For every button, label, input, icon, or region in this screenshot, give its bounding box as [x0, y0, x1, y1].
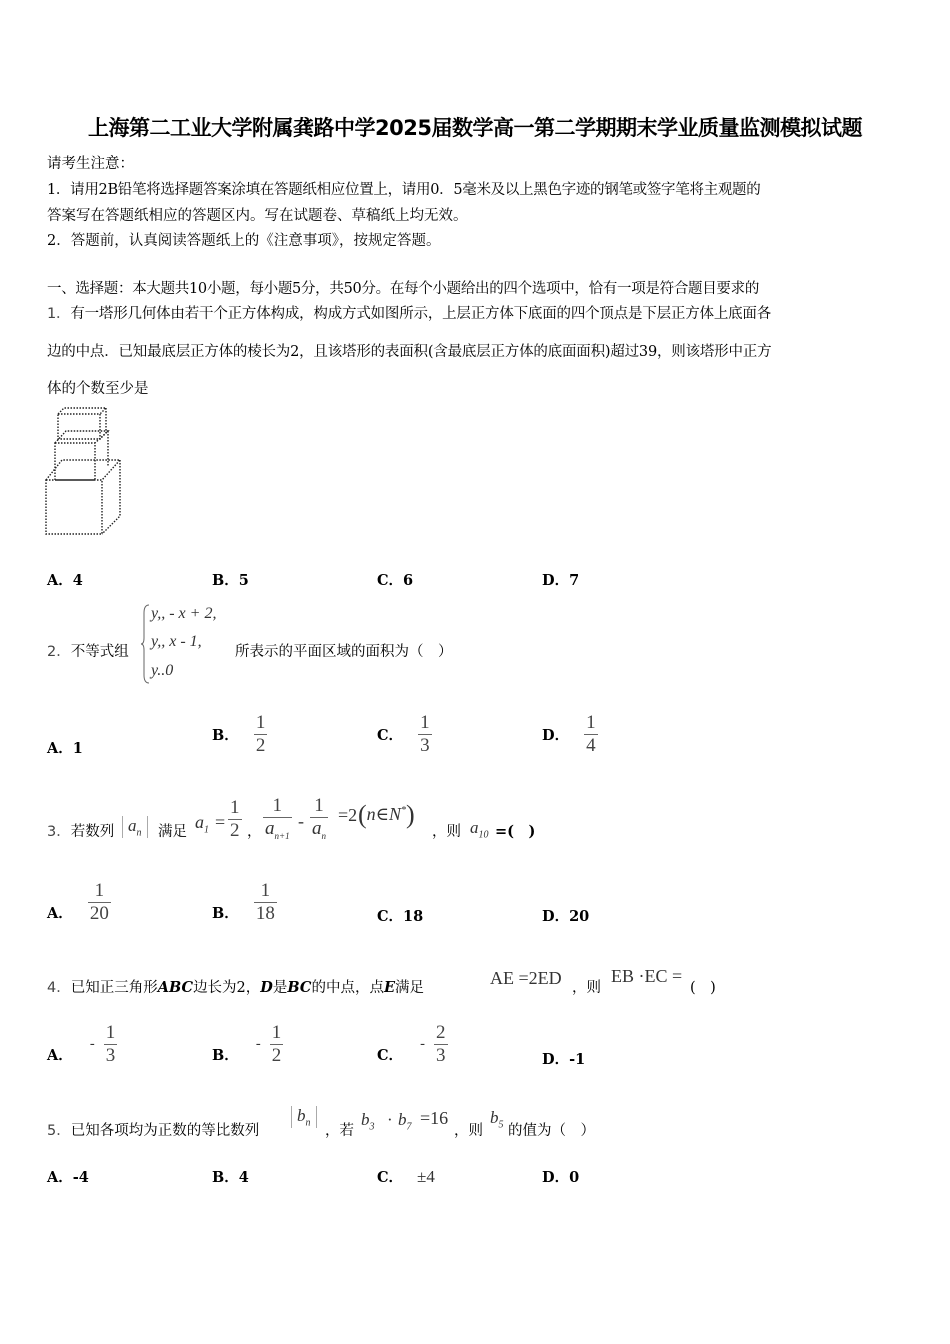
- q4-option-a-label: A．: [47, 1047, 73, 1064]
- q3-rec-den-2-sub: n: [321, 830, 326, 841]
- q2-option-a[interactable]: A．1: [47, 740, 83, 757]
- q2-option-d-fraction: [584, 712, 598, 757]
- q3-seq-letter: a: [128, 816, 137, 835]
- q4-a-den: 3: [105, 1045, 116, 1066]
- q5-b3-sub: 3: [369, 1121, 375, 1133]
- q4-d: D: [260, 979, 273, 996]
- q3-recurrence-term-1: [263, 795, 292, 847]
- q1-line-3: 体的个数至少是: [47, 381, 149, 397]
- q4-option-a-fraction: [104, 1022, 118, 1067]
- q5-dot: ·: [387, 1110, 393, 1129]
- q3-comma: ，: [247, 824, 262, 840]
- q1-number: 1．: [47, 306, 71, 322]
- q3-option-d[interactable]: D．20: [542, 908, 590, 925]
- q5-stem-start: [47, 1119, 259, 1140]
- q5-option-c[interactable]: [377, 1166, 435, 1187]
- q4-abc: ABC: [157, 979, 194, 996]
- q2-c-num: 1: [420, 712, 430, 733]
- q2-option-b[interactable]: [212, 712, 267, 757]
- q2-option-c-fraction: [418, 712, 432, 757]
- q5-text-b: ，若: [325, 1123, 354, 1139]
- q3-option-a-label: A．: [47, 905, 73, 922]
- q5-number: 5．: [47, 1123, 71, 1139]
- q3-text-c: ，则: [432, 824, 461, 840]
- q5-option-a[interactable]: A．-4: [47, 1169, 89, 1186]
- q4-c-den: 3: [436, 1045, 446, 1066]
- q3-a10-letter: a: [470, 818, 479, 837]
- q5-b5-letter: b: [490, 1108, 499, 1127]
- q4-option-b[interactable]: [212, 1022, 283, 1067]
- q5-option-d[interactable]: D．0: [542, 1169, 580, 1186]
- q2-b-den: 2: [255, 735, 266, 756]
- q5-option-c-value: ±4: [417, 1167, 435, 1186]
- q1-option-b[interactable]: B．5: [212, 572, 249, 589]
- q5-b3-letter: b: [361, 1110, 370, 1129]
- q3-sequence: [122, 816, 148, 838]
- q5-text-a: 已知各项均为正数的等比数列: [70, 1123, 260, 1139]
- q4-number: 4．: [47, 980, 71, 996]
- q3-a-num: 1: [94, 880, 105, 901]
- q3-b-num: 1: [260, 880, 271, 901]
- q2-option-d[interactable]: [542, 712, 598, 757]
- q4-stem: [47, 976, 424, 997]
- q2-option-d-label: D．: [542, 727, 570, 744]
- q4-e: E: [383, 979, 396, 996]
- q1-option-a[interactable]: A．4: [47, 572, 83, 589]
- q5-b5: [490, 1108, 504, 1130]
- q4-vector-condition: AE =2ED: [490, 968, 562, 988]
- q2-d-den: 4: [586, 735, 596, 756]
- q3-option-b[interactable]: [212, 880, 277, 925]
- q3-eq: =: [215, 812, 226, 832]
- q3-condition: (n∈N*): [358, 800, 415, 829]
- q1-text-1: 有一塔形几何体由若干个正方体构成，构成方式如图所示，上层正方体下底面的四个顶点是下层正方体上底面各: [70, 306, 772, 322]
- q3-rhs: =2: [338, 805, 358, 825]
- q4-a-num: 1: [105, 1022, 116, 1043]
- q3-option-c[interactable]: C．18: [377, 908, 424, 925]
- q1-option-d[interactable]: D．7: [542, 572, 580, 589]
- q3-rec-den-1-letter: a: [265, 818, 275, 839]
- q4-option-c[interactable]: [377, 1022, 448, 1067]
- section-heading: 一、选择题：本大题共10小题，每小题5分，共50分。在每个小题给出的四个选项中，恰有一项是符合题目要求的: [47, 281, 760, 297]
- q3-a-den: 20: [89, 903, 109, 924]
- notice-heading: 请考生注意：: [47, 156, 134, 172]
- q5-eq: =16: [420, 1108, 449, 1128]
- q3-half-den: 2: [230, 820, 240, 841]
- q5-text-c: ，则: [454, 1123, 483, 1139]
- q5-text-d: 的值为（ ）: [508, 1123, 595, 1139]
- q2-option-c[interactable]: [377, 712, 432, 757]
- q3-option-a[interactable]: [47, 880, 111, 925]
- q5-option-b[interactable]: B．4: [212, 1169, 249, 1186]
- q4-text-e: 满足: [395, 980, 425, 996]
- q1-line-1: [47, 302, 771, 323]
- q1-option-c[interactable]: C．6: [377, 572, 414, 589]
- q2-option-c-label: C．: [377, 727, 404, 744]
- q2-b-num: 1: [255, 712, 266, 733]
- q4-b-den: 2: [271, 1045, 282, 1066]
- q3-text-d: =( ): [495, 823, 536, 840]
- page-title: 上海第二工业大学附属龚路中学2025届数学高一第二学期期末学业质量监测模拟试题: [88, 116, 862, 140]
- q2-number: 2．: [47, 644, 71, 660]
- q2-brace: [141, 603, 151, 685]
- q4-text-a: 已知正三角形: [70, 980, 158, 996]
- notice-line-3: 2．答题前，认真阅读答题纸上的《注意事项》，按规定答题。: [47, 233, 441, 249]
- q3-b-den: 18: [255, 903, 275, 924]
- q3-rec-num-2: 1: [314, 795, 324, 816]
- q3-text-b: 满足: [158, 824, 187, 840]
- q4-b-num: 1: [271, 1022, 282, 1043]
- q5-sequence: [291, 1106, 317, 1128]
- q4-text-c: 是: [272, 980, 288, 996]
- q4-option-c-fraction: [434, 1022, 448, 1067]
- q3-text-a: 若数列: [70, 824, 115, 840]
- q3-cond-text: n∈N: [366, 804, 402, 824]
- q3-option-b-label: B．: [212, 905, 239, 922]
- q4-text-b: 边长为2，: [193, 980, 261, 996]
- q3-a1: [195, 812, 209, 836]
- q5-option-c-label: C．: [377, 1169, 404, 1186]
- q4-text-f: ，则: [572, 980, 601, 996]
- q4-option-b-label: B．: [212, 1047, 239, 1064]
- q3-seq-sub: n: [136, 827, 142, 839]
- notice-line-1: 1．请用2B铅笔将选择题答案涂填在答题纸相应位置上，请用0．5毫米及以上黑色字迹的钢笔或签字笔将主观题的: [47, 182, 761, 198]
- q2-inequality-2: y,, x - 1,: [151, 633, 202, 650]
- q2-prefix: 不等式组: [70, 644, 129, 660]
- q3-minus: -: [298, 811, 304, 831]
- q4-bc: BC: [287, 979, 312, 996]
- q3-rec-den-1: [263, 817, 292, 847]
- q3-rec-den-1-sub: n+1: [274, 830, 290, 841]
- q5-b7: [398, 1110, 412, 1132]
- q4-option-c-label: C．: [377, 1047, 404, 1064]
- q2-inequality-1: y,, - x + 2,: [151, 605, 217, 622]
- q3-cond-sup: *: [401, 805, 407, 816]
- q4-option-c-neg: -: [420, 1036, 425, 1052]
- q4-option-b-fraction: [270, 1022, 284, 1067]
- q1-line-2: 边的中点．已知最底层正方体的棱长为2，且该塔形的表面积(含最底层正方体的底面面积)超过39，则该塔形中正方: [47, 344, 772, 360]
- q4-option-a[interactable]: [47, 1022, 117, 1067]
- q4-text-d: 的中点，点: [311, 980, 384, 996]
- notice-line-2: 答案写在答题纸相应的答题区内。写在试题卷、草稿纸上均无效。: [47, 208, 468, 224]
- q3-rec-den-2: [310, 817, 328, 847]
- q4-option-d[interactable]: D．-1: [542, 1051, 586, 1068]
- q4-c-num: 2: [436, 1022, 446, 1043]
- q2-c-den: 3: [420, 735, 430, 756]
- q2-suffix: 所表示的平面区域的面积为（ ）: [235, 644, 453, 660]
- q4-option-b-neg: -: [255, 1036, 261, 1052]
- q2-option-b-fraction: [254, 712, 268, 757]
- q5-b5-sub: 5: [498, 1119, 504, 1131]
- q3-rec-den-2-letter: a: [312, 818, 322, 839]
- q4-dot-product: EB ·EC =: [611, 966, 683, 986]
- q2-stem-start: [47, 640, 129, 661]
- q3-a10: [470, 818, 489, 840]
- q5-seq-letter: b: [297, 1106, 306, 1125]
- q5-b7-letter: b: [398, 1110, 407, 1129]
- q3-recurrence-term-2: [310, 795, 328, 847]
- q3-a10-sub: 10: [478, 829, 489, 841]
- q3-a1-sub: 1: [204, 824, 209, 836]
- q4-text-g: ( ): [690, 980, 716, 996]
- q3-option-a-fraction: [88, 880, 111, 925]
- tower-cubes-figure: [40, 403, 130, 543]
- q3-stem-start: [47, 820, 114, 841]
- q5-b7-sub: 7: [406, 1121, 412, 1133]
- q4-option-a-neg: -: [89, 1036, 95, 1052]
- q3-half-num: 1: [230, 797, 240, 818]
- q3-a1-letter: a: [195, 812, 204, 832]
- q2-d-num: 1: [586, 712, 596, 733]
- q5-b3: [361, 1110, 375, 1132]
- q2-inequality-3: y..0: [151, 662, 174, 679]
- q3-option-b-fraction: [254, 880, 277, 925]
- q3-half-fraction: [228, 797, 242, 842]
- q5-seq-sub: n: [305, 1117, 311, 1129]
- q2-option-b-label: B．: [212, 727, 239, 744]
- q3-rec-num-1: 1: [272, 795, 283, 816]
- q3-number: 3．: [47, 824, 71, 840]
